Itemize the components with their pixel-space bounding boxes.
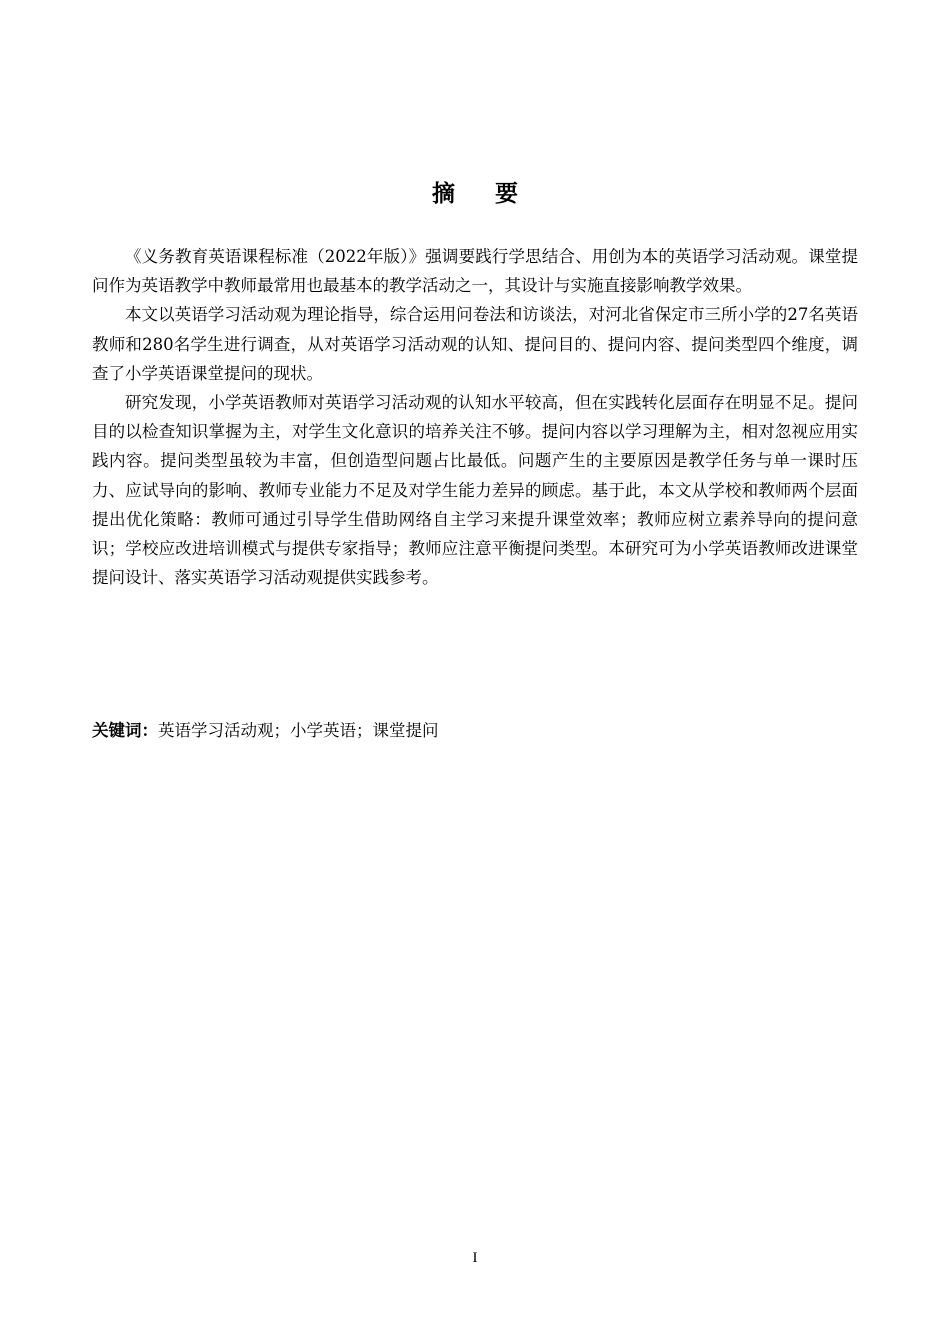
abstract-paragraph-3: 研究发现，小学英语教师对英语学习活动观的认知水平较高，但在实践转化层面存在明显不足。提问目的以检查知识掌握为主，对学生文化意识的培养关注不够。提问内容以学习理解为主，相对忽视应用实践内容。提问类型虽较为丰富，但创造型问题占比最低。问题产生的主要原因是教学任务与单一课时压力、应试导向的影响、教师专业能力不足及对学生能力差异的顾虑。基于此，本文从学校和教师两个层面提出优化策略：教师可通过引导学生借助网络自主学习来提升课堂效率；教师应树立素养导向的提问意识；学校应改进培训模式与提供专家指导；教师应注意平衡提问类型。本研究可为小学英语教师改进课堂提问设计、落实英语学习活动观提供实践参考。 [92, 393, 858, 588]
abstract-body [92, 242, 858, 592]
keywords-text: 英语学习活动观；小学英语；课堂提问 [158, 721, 439, 740]
abstract-paragraph-2: 本文以英语学习活动观为理论指导，综合运用问卷法和访谈法，对河北省保定市三所小学的27名英语教师和280名学生进行调查，从对英语学习活动观的认知、提问目的、提问内容、提问类型四个维度，调查了小学英语课堂提问的现状。 [92, 305, 858, 383]
page-number: I [472, 1250, 478, 1266]
keywords-line [92, 716, 858, 745]
keywords-label: 关键词： [92, 721, 158, 740]
abstract-title: 摘要 [432, 181, 558, 207]
abstract-paragraph-1: 《义务教育英语课程标准（2022年版）》强调要践行学思结合、用创为本的英语学习活动观。课堂提问作为英语教学中教师最常用也最基本的教学活动之一，其设计与实施直接影响教学效果。 [92, 247, 858, 296]
